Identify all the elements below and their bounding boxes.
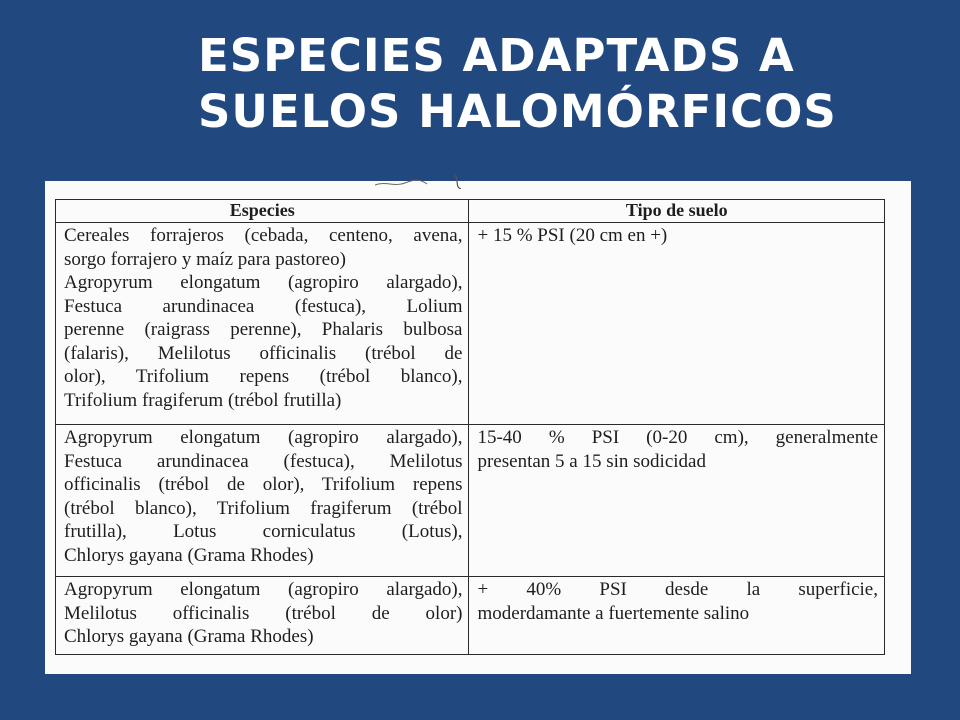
slide-title [198, 28, 918, 140]
cell-line: Chlorys gayana (Grama Rhodes) [64, 544, 314, 566]
tipo-de-suelo-cell [469, 223, 885, 425]
title-line-1: ESPECIES ADAPTADS A [198, 29, 795, 82]
cell-line: Festuca arundinacea (festuca), Lolium [64, 295, 463, 317]
cell-line: Agropyrum elongatum (agropiro alargado), [64, 427, 463, 448]
scan-artifact [375, 175, 465, 189]
especies-cell [56, 223, 469, 425]
especies-cell [56, 425, 469, 577]
title-line-2: SUELOS HALOMÓRFICOS [198, 85, 837, 138]
cell-line: Agropyrum elongatum (agropiro alargado), [64, 579, 463, 600]
cell-line: perenne (raigrass perenne), Phalaris bulbosa [64, 319, 463, 340]
species-table [55, 199, 885, 655]
cell-line: sorgo forrajero y maíz para pastoreo) [64, 248, 346, 270]
cell-line: Melilotus officinalis (trébol de olor) [64, 602, 463, 624]
cell-line: + 40% PSI desde la superficie, [477, 579, 878, 600]
table-row [56, 425, 885, 577]
cell-line: olor), Trifolium repens (trébol blanco), [64, 366, 463, 387]
especies-cell [56, 577, 469, 655]
cell-line: Festuca arundinacea (festuca), Melilotus [64, 450, 463, 472]
cell-line: Cereales forrajeros (cebada, centeno, avena, [64, 225, 463, 246]
cell-line: Agropyrum elongatum (agropiro alargado), [64, 272, 463, 293]
cell-line: 15-40 % PSI (0-20 cm), generalmente [477, 427, 878, 448]
scanned-table-image [45, 181, 911, 674]
tipo-de-suelo-cell [469, 425, 885, 577]
cell-line: + 15 % PSI (20 cm en +) [477, 225, 668, 246]
cell-line: Trifolium fragiferum (trébol frutilla) [64, 389, 342, 411]
cell-line: frutilla), Lotus corniculatus (Lotus), [64, 521, 463, 542]
cell-line: officinalis (trébol de olor), Trifolium repens [64, 474, 463, 495]
header-especies: Especies [56, 200, 469, 223]
cell-line: (falaris), Melilotus officinalis (trébol de [64, 342, 463, 364]
tipo-de-suelo-cell [469, 577, 885, 655]
cell-line: moderdamante a fuertemente salino [477, 602, 750, 624]
header-tipo-de-suelo: Tipo de suelo [469, 200, 885, 223]
table-row [56, 577, 885, 655]
cell-line: presentan 5 a 15 sin sodicidad [477, 450, 706, 472]
table-row [56, 223, 885, 425]
cell-line: Chlorys gayana (Grama Rhodes) [64, 626, 314, 647]
cell-line: (trébol blanco), Trifolium fragiferum (trébol [64, 497, 463, 519]
table-header-row [56, 200, 885, 223]
